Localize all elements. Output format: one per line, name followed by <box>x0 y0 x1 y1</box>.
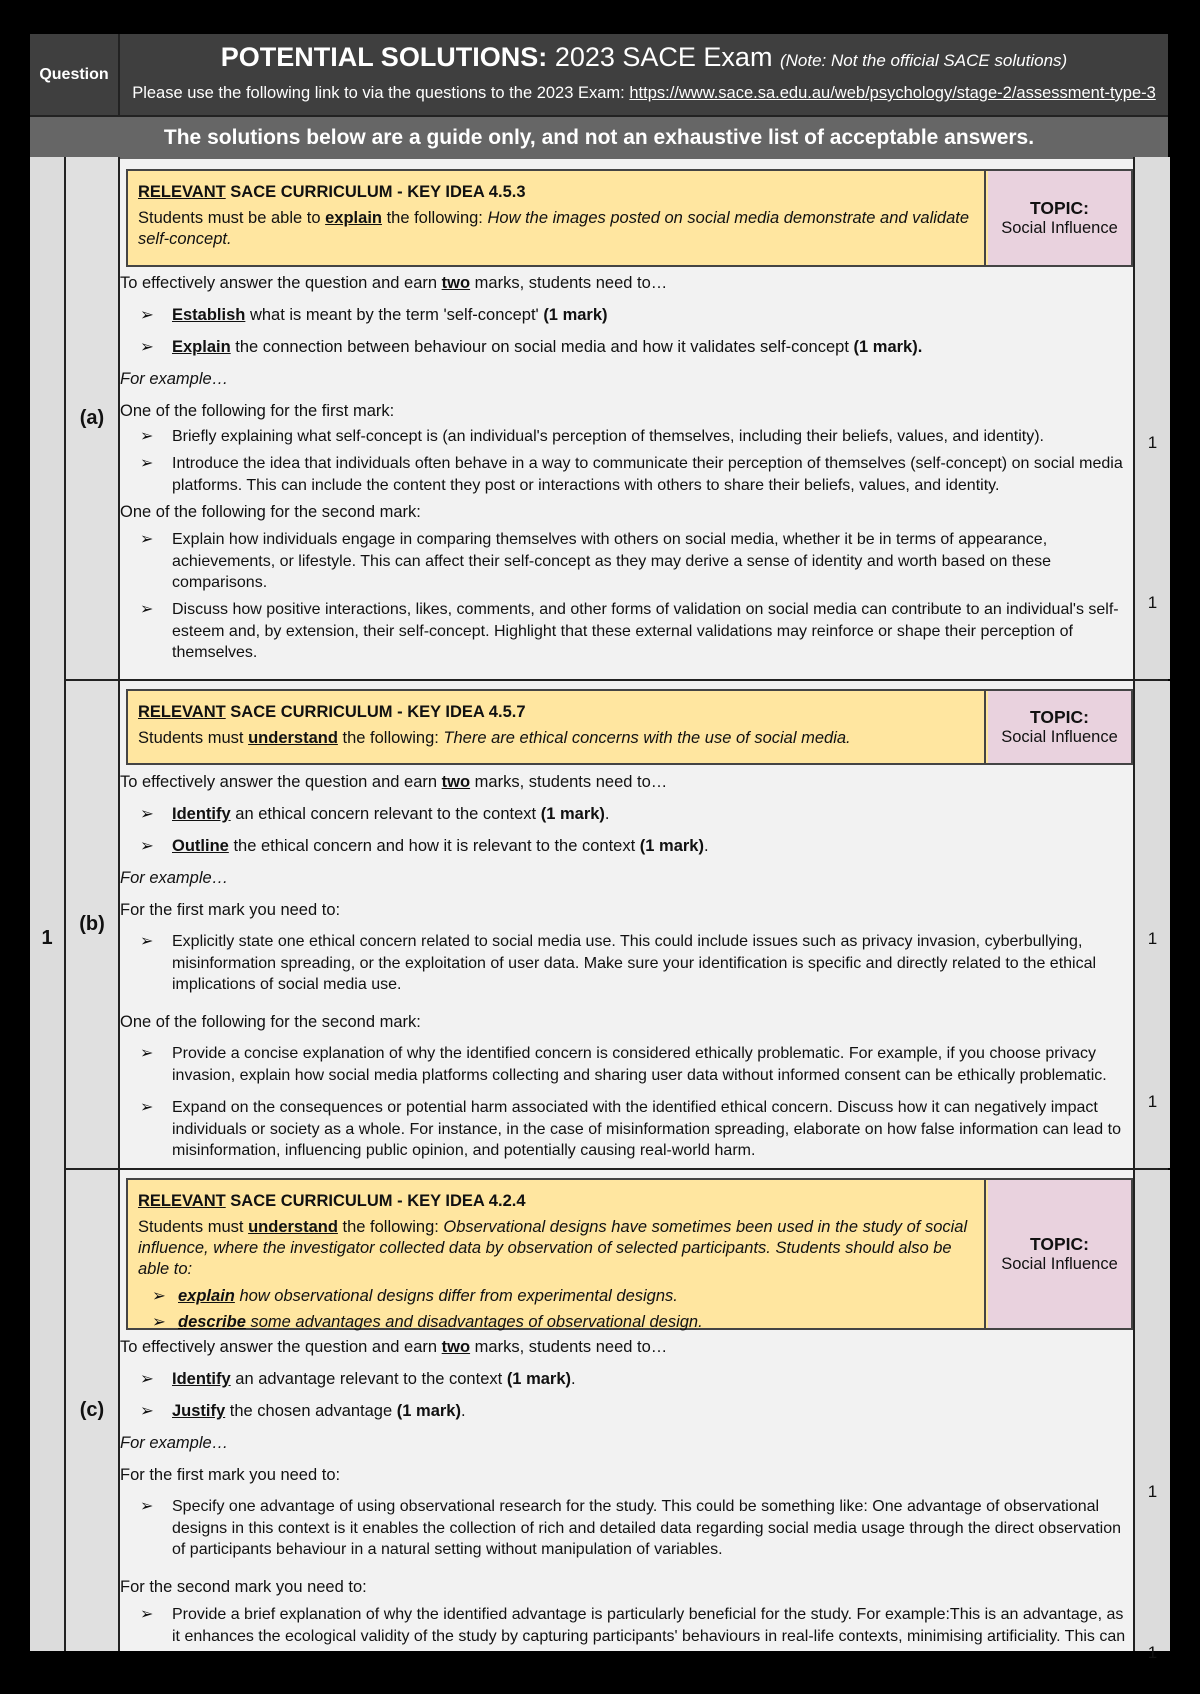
example-item: ➢ Briefly explaining what self-concept is (an individual's perception of themselves, including their beliefs, values, and identity). <box>140 428 1044 445</box>
curriculum-box <box>126 169 1133 267</box>
criterion-item: ➢ Identify an advantage relevant to the context (1 mark). <box>140 1370 576 1388</box>
second-mark-heading: One of the following for the second mark: <box>120 1013 421 1031</box>
header <box>30 34 1168 115</box>
mark-value: 1 <box>1147 929 1158 948</box>
example-heading: For example… <box>120 1434 229 1452</box>
key-idea-subpoint: ➢ explain how observational designs differ from experimental designs. <box>152 1287 678 1305</box>
criterion-item: ➢ Justify the chosen advantage (1 mark). <box>140 1402 466 1420</box>
topic-box: TOPIC: Social Influence <box>988 1180 1131 1328</box>
example-item: ➢ Explain how individuals engage in comparing themselves with others on social media, whether it be in terms of appearance, achievements, or lifestyle. This can affect their self-concept as they may derive a sense of identity and worth based on these comparisons. <box>140 531 1051 591</box>
example-heading: For example… <box>120 869 229 887</box>
part-c-content <box>120 1170 1131 1651</box>
criterion-item: ➢ Establish what is meant by the term 'self-concept' (1 mark) <box>140 306 608 324</box>
intro-text: To effectively answer the question and earn two marks, students need to… <box>120 773 668 791</box>
second-mark-heading: One of the following for the second mark: <box>120 503 421 521</box>
part-a-label: (a) <box>66 157 120 679</box>
title-rest: 2023 SACE Exam <box>554 42 773 72</box>
exam-link-line <box>120 84 1168 103</box>
mark-value: 1 <box>1147 593 1158 612</box>
part-b-label: (b) <box>66 681 120 1168</box>
example-item: ➢ Explicitly state one ethical concern related to social media use. This could include issues such as privacy invasion, cyberbullying, misinformation spreading, or the exploitation of user data. Make sure your identification is specific and directly related to the ethical implications of social media use. <box>140 933 1097 993</box>
key-idea-text: Students must understand the following: There are ethical concerns with the use of social media. <box>138 729 851 747</box>
part-c-label: (c) <box>66 1170 120 1651</box>
example-item: ➢ Specify one advantage of using observational research for the study. This could be something like: One advantage of observational designs in this context is it enables the collection of rich and detailed data regarding social media usage through the direct observation of participants behaviour in a natural setting without manipulation of variables. <box>140 1498 1122 1558</box>
title-bold: POTENTIAL SOLUTIONS: <box>220 42 548 72</box>
question-column-header: Question <box>30 34 120 115</box>
criterion-item: ➢ Identify an ethical concern relevant to the context (1 mark). <box>140 805 610 823</box>
example-item: ➢ Discuss how positive interactions, likes, comments, and other forms of validation on social media can contribute to an individual's self-esteem and, by extension, their self-concept. Highlight that these external validations may reinforce or shape their perception of themselves. <box>140 601 1119 661</box>
curriculum-box <box>126 1178 1133 1330</box>
question-column <box>30 157 66 1651</box>
criterion-item: ➢ Outline the ethical concern and how it is relevant to the context (1 mark). <box>140 837 709 855</box>
example-item: ➢ Introduce the idea that individuals often behave in a way to communicate their perception of themselves (self-concept) on social media platforms. This can include the content they post or interactions with others to share their beliefs, values, and identity. <box>140 455 1123 494</box>
topic-box: TOPIC: Social Influence <box>988 691 1131 763</box>
page-title <box>120 42 1168 73</box>
question-number: 1 <box>41 927 53 949</box>
part-b-content <box>120 681 1131 1168</box>
intro-text: To effectively answer the question and earn two marks, students need to… <box>120 1338 668 1356</box>
part-a-marks <box>1133 157 1170 679</box>
link-prefix: Please use the following link to via the questions to the 2023 Exam: <box>132 84 625 102</box>
mark-value: 1 <box>1147 1482 1158 1501</box>
part-c-marks <box>1133 1170 1170 1662</box>
first-mark-heading: For the first mark you need to: <box>120 901 341 919</box>
curriculum-box <box>126 689 1133 765</box>
mark-value: 1 <box>1147 433 1158 452</box>
example-item: ➢ Provide a concise explanation of why the identified concern is considered ethically problematic. For example, if you choose privacy invasion, explain how social media platforms collecting and sharing user data without informed consent can be ethically problematic. <box>140 1045 1107 1084</box>
key-idea-title: RELEVANT SACE CURRICULUM - KEY IDEA 4.5.7 <box>138 703 526 721</box>
example-item: ➢ Provide a brief explanation of why the identified advantage is particularly beneficial for the study. For example:This is an advantage, as it enhances the ecological validity of the study by capturing participants' behaviours in real-life contexts, minimising artificiality. This can <box>140 1606 1126 1645</box>
intro-text: To effectively answer the question and earn two marks, students need to… <box>120 274 668 292</box>
example-heading: For example… <box>120 370 229 388</box>
exam-link[interactable]: https://www.sace.sa.edu.au/web/psychology/stage-2/assessment-type-3 <box>629 84 1156 102</box>
mark-value: 1 <box>1147 1092 1158 1111</box>
solutions-page <box>30 34 1168 1662</box>
key-idea-text: Students must be able to explain the following: How the images posted on social media demonstrate and validate self-concept. <box>138 209 970 248</box>
criterion-item: ➢ Explain the connection between behaviour on social media and how it validates self-concept (1 mark). <box>140 338 923 356</box>
first-mark-heading: For the first mark you need to: <box>120 1466 341 1484</box>
key-idea-text: Students must understand the following: Observational designs have sometimes been used in the study of social influence, where the investigator collected data by observation of selected participants. Students should also be able to: <box>138 1218 968 1278</box>
key-idea-title: RELEVANT SACE CURRICULUM - KEY IDEA 4.5.3 <box>138 183 526 201</box>
mark-value: 1 <box>1147 1643 1158 1662</box>
key-idea-subpoint: ➢ describe some advantages and disadvantages of observational design. <box>152 1313 703 1331</box>
part-a-content <box>120 157 1131 679</box>
part-b-marks <box>1133 681 1170 1168</box>
second-mark-heading: For the second mark you need to: <box>120 1578 367 1596</box>
title-note: (Note: Not the official SACE solutions) <box>779 51 1068 70</box>
example-item: ➢ Expand on the consequences or potential harm associated with the identified ethical concern. Discuss how it can negatively impact individuals or society as a whole. For instance, in the case of misinformation spreading, elaborate on how false information can lead to misinformation, influencing public opinion, and potentially causing real-world harm. <box>140 1099 1121 1159</box>
topic-box: TOPIC: Social Influence <box>988 171 1131 265</box>
guide-banner: The solutions below are a guide only, and not an exhaustive list of acceptable answers. <box>30 115 1168 159</box>
first-mark-heading: One of the following for the first mark: <box>120 402 395 420</box>
key-idea-title: RELEVANT SACE CURRICULUM - KEY IDEA 4.2.4 <box>138 1192 526 1210</box>
